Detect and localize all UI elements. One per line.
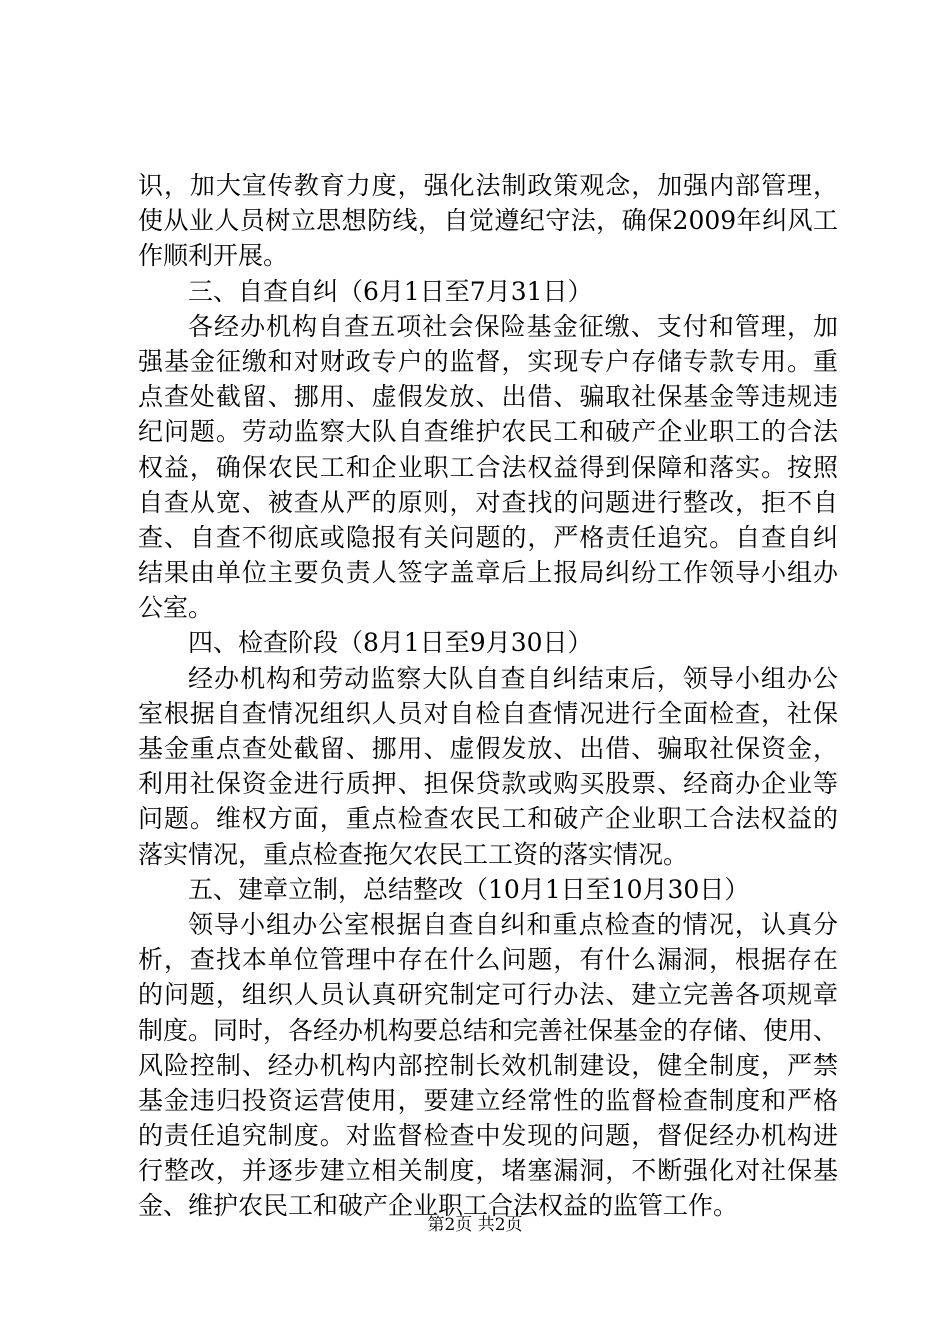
document-body [138,168,838,1224]
text-line: 强基金征缴和对财政专户的监督，实现专户存储专款专用。重 [138,346,838,376]
text-line: 问题。维权方面，重点检查农民工和破产企业职工合法权益的 [138,804,838,834]
text-line: 室根据自查情况组织人员对自检自查情况进行全面检查，社保 [138,698,838,728]
text-line: 经办机构和劳动监察大队自查自纠结束后，领导小组办公 [188,663,838,693]
text-line: 利用社保资金进行质押、担保贷款或购买股票、经商办企业等 [138,769,838,799]
text-line: 纪问题。劳动监察大队自查维护农民工和破产企业职工的合法 [138,417,838,447]
text-line: 查、自查不彻底或隐报有关问题的，严格责任追究。自查自纠 [138,522,838,552]
text-line: 领导小组办公室根据自查自纠和重点检查的情况，认真分 [188,909,838,939]
text-line: 结果由单位主要负责人签字盖章后上报局纠纷工作领导小组办 [138,558,838,588]
text-line: 基金重点查处截留、挪用、虚假发放、出借、骗取社保资金， [138,734,838,763]
text-line: 制度。同时，各经办机构要总结和完善社保基金的存储、使用、 [138,1015,839,1045]
text-line: 使从业人员树立思想防线，自觉遵纪守法，确保2009年纠风工 [138,206,838,236]
text-line: 行整改，并逐步建立相关制度，堵塞漏洞，不断强化对社保基 [138,1156,838,1186]
page-number: 第2页 共2页 [427,1215,523,1235]
text-line: 金、维护农民工和破产企业职工合法权益的监管工作。 [138,1191,739,1221]
section-heading-5: 五、建章立制，总结整改（10月1日至10月30日） [188,874,750,904]
text-line: 点查处截留、挪用、虚假发放、出借、骗取社保基金等违规违 [138,382,838,412]
text-line: 自查从宽、被查从严的原则，对查找的问题进行整改，拒不自 [138,487,838,517]
text-line: 落实情况，重点检查拖欠农民工工资的落实情况。 [138,839,689,869]
section-heading-4: 四、检查阶段（8月1日至9月30日） [188,628,593,658]
section-heading-3: 三、自查自纠（6月1日至7月31日） [188,276,593,306]
text-line: 的责任追究制度。对监督检查中发现的问题，督促经办机构进 [138,1121,838,1151]
text-line: 析，查找本单位管理中存在什么问题，有什么漏洞，根据存在 [138,945,838,975]
text-line: 基金违归投资运营使用，要建立经常性的监督检查制度和严格 [138,1085,838,1115]
text-line: 的问题，组织人员认真研究制定可行办法、建立完善各项规章 [138,980,838,1010]
text-line: 权益，确保农民工和企业职工合法权益得到保障和落实。按照 [138,452,838,482]
text-line: 风险控制、经办机构内部控制长效机制建设，健全制度，严禁 [138,1050,838,1080]
text-line: 各经办机构自查五项社会保险基金征缴、支付和管理，加 [188,311,838,341]
text-line: 识，加大宣传教育力度，强化法制政策观念，加强内部管理， [138,171,838,200]
text-line: 作顺利开展。 [138,241,289,271]
text-line: 公室。 [138,593,214,623]
